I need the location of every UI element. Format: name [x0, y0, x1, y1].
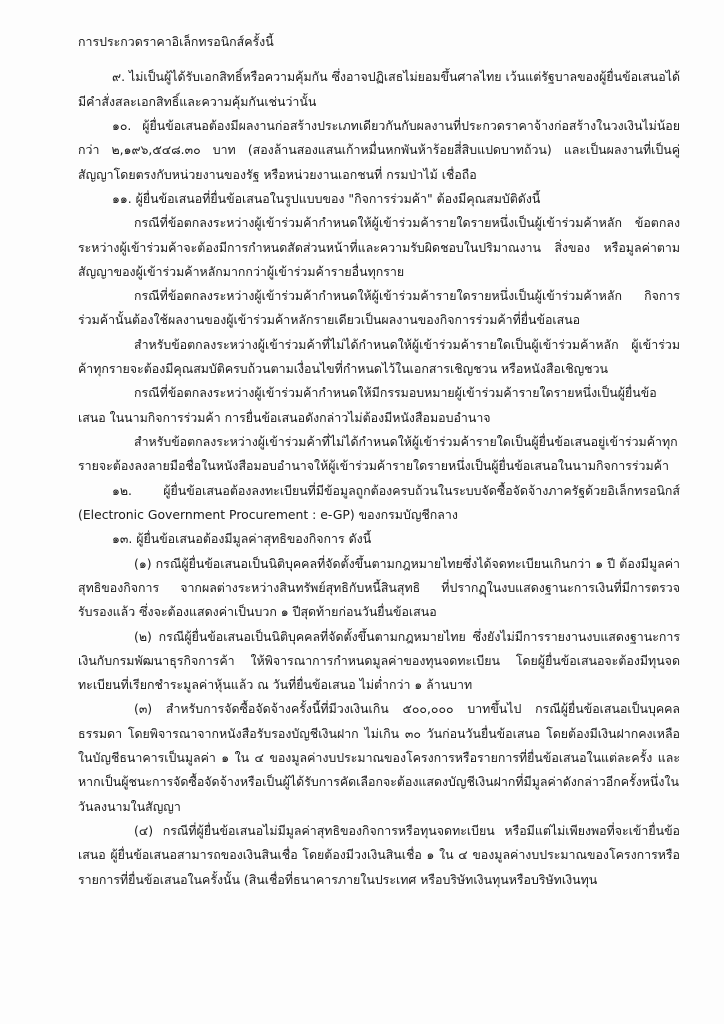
paragraph-item-11: ๑๑. ผู้ยื่นข้อเสนอที่ยื่นข้อเสนอในรูปแบบของ "กิจการร่วมค้า" ต้องมีคุณสมบัติดังนี้ — [112, 190, 541, 206]
paragraph-item-9: ๙. ไม่เป็นผู้ได้รับเอกสิทธิ์หรือความคุ้มกัน ซึ่งอาจปฏิเสธไม่ยอมขึ้นศาลไทย เว้นแต่รัฐบาลของผู้ยื่นข้อเสนอได้มีคำสั่งสละเอกสิทธิ์และความคุ้มกันเช่นว่านั้น — [78, 69, 680, 109]
paragraph-item-13-4: (๔) กรณีที่ผู้ยื่นข้อเสนอไม่มีมูลค่าสุทธิของกิจการหรือทุนจดทะเบียน หรือมีแต่ไม่เพียงพอที่จะเข้ายื่นข้อเสนอ ผู้ยื่นข้อเสนอสามารถของเงินสินเชื่อ โดยต้องมีวงเงินสินเชื่อ ๑ ใน ๔ ของมูลค่างบประมาณของโครงการหรือรายการที่ยื่นข้อเสนอในครั้งนั้น (สินเชื่อที่ธนาคารภายในประเทศ หรือบริษัทเงินทุนหรือบริษัทเงินทุน — [78, 823, 680, 887]
paragraph-item-10: ๑๐. ผู้ยื่นข้อเสนอต้องมีผลงานก่อสร้างประเภทเดียวกันกับผลงานที่ประกวดราคาจ้างก่อสร้างในวงเงินไม่น้อยกว่า ๒,๑๙๖,๕๔๘.๓๐ บาท (สองล้านสองแสนเก้าหมื่นหกพันห้าร้อยสี่สิบแปดบาทถ้วน) และเป็นผลงานที่เป็นคู่สัญญาโดยตรงกับหน่วยงานของรัฐ หรือหน่วยงานเอกชนที่ กรมป่าไม้ เชื่อถือ — [78, 117, 680, 182]
paragraph-item-13: ๑๓. ผู้ยื่นข้อเสนอต้องมีมูลค่าสุทธิของกิจการ ดังนี้ — [112, 531, 372, 547]
paragraph-item-11-b: กรณีที่ข้อตกลงระหว่างผู้เข้าร่วมค้ากำหนดให้ผู้เข้าร่วมค้ารายใดรายหนึ่งเป็นผู้เข้าร่วมค้าหลัก กิจการร่วมค้านั้นต้องใช้ผลงานของผู้เข้าร่วมค้าหลักรายเดียวเป็นผลงานของกิจการร่วมค้าที่ยื่นข้อเสนอ — [78, 288, 680, 328]
paragraph-item-11-a: กรณีที่ข้อตกลงระหว่างผู้เข้าร่วมค้ากำหนดให้ผู้เข้าร่วมค้ารายใดรายหนึ่งเป็นผู้เข้าร่วมค้าหลัก ข้อตกลงระหว่างผู้เข้าร่วมค้าจะต้องมีการกำหนดสัดส่วนหน้าที่และความรับผิดชอบในปริมาณงาน สิ่งของ หรือมูลค่าตามสัญญาของผู้เข้าร่วมค้าหลักมากกว่าผู้เข้าร่วมค้ารายอื่นทุกราย — [78, 215, 680, 279]
paragraph-item-13-3: (๓) สำหรับการจัดซื้อจัดจ้างครั้งนี้ที่มีวงเงินเกิน ๕๐๐,๐๐๐ บาทขึ้นไป กรณีผู้ยื่นข้อเสนอเป็นบุคคลธรรมดา โดยพิจารณาจากหนังสือรับรองบัญชีเงินฝาก ไม่เกิน ๓๐ วันก่อนวันยื่นข้อเสนอ โดยต้องมีเงินฝากคงเหลือในบัญชีธนาคารเป็นมูลค่า ๑ ใน ๔ ของมูลค่างบประมาณของโครงการหรือรายการที่ยื่นข้อเสนอในแต่ละครั้ง และหากเป็นผู้ชนะการจัดซื้อจัดจ้างหรือเป็นผู้ได้รับการคัดเลือกจะต้องแสดงบัญชีเงินฝากที่มีมูลค่าดังกล่าวอีกครั้งหนึ่งในวันลงนามในสัญญา — [78, 701, 680, 814]
document-body — [78, 30, 684, 892]
paragraph-item-12: ๑๒. ผู้ยื่นข้อเสนอต้องลงทะเบียนที่มีข้อมูลถูกต้องครบถ้วนในระบบจัดซื้อจัดจ้างภาครัฐด้วยอิเล็กทรอนิกส์ (Electronic Government Procurement : e-GP) ของกรมบัญชีกลาง — [78, 482, 684, 522]
paragraph-item-11-e: สำหรับข้อตกลงระหว่างผู้เข้าร่วมค้าที่ไม่ได้กำหนดให้ผู้เข้าร่วมค้ารายใดเป็นผู้ยื่นข้อเสนอยู่เข้าร่วมค้าทุกรายจะต้องลงลายมือชื่อในหนังสือมอบอำนาจให้ผู้เข้าร่วมค้ารายใดรายหนึ่งเป็นผู้ยื่นข้อเสนอในนามกิจการร่วมค้า — [78, 434, 678, 474]
paragraph-item-11-c: สำหรับข้อตกลงระหว่างผู้เข้าร่วมค้าที่ไม่ได้กำหนดให้ผู้เข้าร่วมค้ารายใดเป็นผู้เข้าร่วมค้าหลัก ผู้เข้าร่วมค้าทุกรายจะต้องมีคุณสมบัติครบถ้วนตามเงื่อนไขที่กำหนดไว้ในเอกสารเชิญชวน หรือหนังสือเชิญชวน — [78, 336, 680, 377]
paragraph-item-13-2: (๒) กรณีผู้ยื่นข้อเสนอเป็นนิติบุคคลที่จัดตั้งขึ้นตามกฎหมายไทย ซึ่งยังไม่มีการรายงานงบแสดงฐานะการเงินกับกรมพัฒนาธุรกิจการค้า ให้พิจารณาการกำหนดมูลค่าของทุนจดทะเบียน โดยผู้ยื่นข้อเสนอจะต้องมีทุนจดทะเบียนที่เรียกชำระมูลค่าหุ้นแล้ว ณ วันที่ยื่นข้อเสนอ ไม่ต่ำกว่า ๑ ล้านบาท — [78, 628, 680, 693]
paragraph-item-11-d: กรณีที่ข้อตกลงระหว่างผู้เข้าร่วมค้ากำหนดให้มีกรรมอบหมายผู้เข้าร่วมค้ารายใดรายหนึ่งเป็นผู้ยื่นข้อเสนอ ในนามกิจการร่วมค้า การยื่นข้อเสนอดังกล่าวไม่ต้องมีหนังสือมอบอำนาจ — [78, 385, 657, 425]
paragraph-item-13-1: (๑) กรณีผู้ยื่นข้อเสนอเป็นนิติบุคคลที่จัดตั้งขึ้นตามกฎหมายไทยซึ่งได้จดทะเบียนเกินกว่า ๑ ปี ต้องมีมูลค่าสุทธิของกิจการ จากผลต่างระหว่างสินทรัพย์สุทธิกับหนี้สินสุทธิ ที่ปรากฏุในงบแสดงฐานะการเงินที่มีการตรวจรับรองแล้ว ซึ่งจะต้องแสดงค่าเป็นบวก ๑ ปีสุดท้ายก่อนวันยื่นข้อเสนอ — [78, 555, 680, 620]
document-header: การประกวดราคาอิเล็กทรอนิกส์ครั้งนี้ — [78, 34, 274, 49]
